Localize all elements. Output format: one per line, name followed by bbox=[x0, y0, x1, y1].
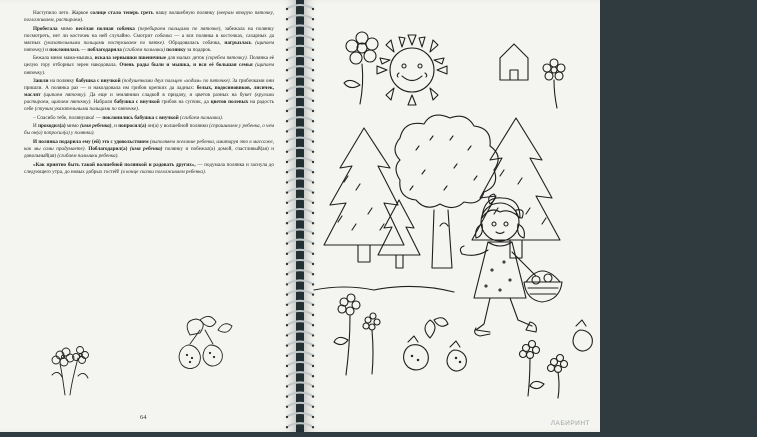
binding-hole bbox=[312, 151, 314, 153]
coloring-illustration bbox=[304, 0, 600, 432]
binding-hole bbox=[286, 191, 288, 193]
binding-hole bbox=[312, 130, 314, 132]
leafy-tree-icon bbox=[395, 115, 498, 268]
binding-hole bbox=[312, 18, 314, 20]
binding-hole bbox=[286, 59, 288, 61]
text-run: И полянка подарила ему (ей) это с удовольствием bbox=[33, 138, 149, 145]
text-run: собачка bbox=[154, 32, 172, 39]
binding-hole bbox=[286, 49, 288, 51]
grass-line bbox=[314, 286, 454, 292]
left-page bbox=[0, 0, 296, 432]
sun-icon bbox=[377, 35, 447, 105]
strawberries-bottom-icon bbox=[404, 318, 467, 371]
text-run: за подарок. bbox=[185, 46, 212, 53]
story-paragraph bbox=[24, 55, 274, 76]
binding-hole bbox=[286, 222, 288, 224]
binding-hole bbox=[312, 344, 314, 346]
flower-cluster-bottom-right-icon bbox=[520, 341, 568, 399]
text-run: (имя ребенка) bbox=[129, 146, 163, 153]
text-run: Бежала мимо мама-мышка, bbox=[33, 55, 95, 62]
text-run: (спрашиваем у ребенка, о чем бы он(а) попросил(а) у полянки). bbox=[24, 123, 275, 137]
flower-cluster-left-icon bbox=[52, 347, 89, 396]
text-run: белых, подосиновиков, лисичек, маслят bbox=[24, 85, 274, 99]
strawberry-bottom-right-icon bbox=[573, 320, 592, 351]
text-run: на полянку bbox=[48, 78, 76, 85]
binding-hole bbox=[312, 385, 314, 387]
binding-hole bbox=[312, 222, 314, 224]
fir-tree-right-icon bbox=[472, 118, 560, 258]
right-page bbox=[304, 0, 757, 432]
binding-hole bbox=[286, 324, 288, 326]
watermark-logo: ЛАБИРИНТ bbox=[550, 420, 590, 427]
text-run: полянку и побежал(а) домой, счастливый(ая) и довольный(ая) bbox=[24, 146, 274, 160]
binding-hole bbox=[312, 416, 314, 418]
page-number-right: 65 bbox=[750, 414, 757, 421]
flower-top-right-icon bbox=[543, 59, 565, 108]
text-run: цветов полевых bbox=[210, 99, 249, 106]
binding-hole bbox=[312, 283, 314, 285]
text-run: поклонилась bbox=[49, 46, 80, 53]
binding-hole bbox=[286, 304, 288, 306]
binding-hole bbox=[286, 171, 288, 173]
binding-hole bbox=[286, 18, 288, 20]
binding-hole bbox=[312, 120, 314, 122]
binding-hole bbox=[286, 355, 288, 357]
binding-hole bbox=[312, 273, 314, 275]
story-paragraph bbox=[24, 78, 274, 113]
binding-hole bbox=[312, 324, 314, 326]
binding-hole bbox=[286, 314, 288, 316]
text-run: бабушка с внучкой bbox=[114, 99, 160, 106]
binding-hole bbox=[286, 263, 288, 265]
text-run: поклонились бабушка с внучкой bbox=[102, 114, 179, 121]
text-run: Обрадовалась собачка, bbox=[164, 39, 225, 46]
story-paragraph bbox=[24, 115, 274, 122]
binding-hole bbox=[312, 28, 314, 30]
text-run: солнце стало теперь греть bbox=[90, 10, 154, 16]
binding-hole bbox=[312, 406, 314, 408]
binding-hole bbox=[286, 344, 288, 346]
text-run: и bbox=[43, 46, 50, 53]
text-run: «Как приятно быть такой волшебной полянкой и радовать других», bbox=[33, 161, 198, 168]
text-run: искала зернышки пшеничные bbox=[94, 55, 166, 62]
binding-hole bbox=[286, 120, 288, 122]
binding-hole bbox=[312, 365, 314, 367]
binding-hole bbox=[286, 110, 288, 112]
binding-hole bbox=[286, 8, 288, 10]
text-run: Зашли bbox=[33, 78, 49, 85]
binding-hole bbox=[286, 212, 288, 214]
binding-hole bbox=[286, 416, 288, 418]
text-run: – Спасибо тебе, полянушка! — bbox=[33, 114, 103, 121]
text-run: Полянка её целую гору отборных зерен накодовала. bbox=[24, 55, 275, 69]
binding-hole bbox=[286, 426, 288, 428]
binding-hole bbox=[312, 140, 314, 142]
binding-hole bbox=[286, 385, 288, 387]
binding-hole bbox=[286, 242, 288, 244]
binding-hole bbox=[312, 100, 314, 102]
text-run: (перебираем пальцами по пяточке) bbox=[138, 25, 221, 32]
text-run: (скребем пяточку). bbox=[205, 55, 248, 62]
binding-hole bbox=[312, 253, 314, 255]
binding-hole bbox=[286, 130, 288, 132]
binding-hole bbox=[312, 426, 314, 428]
binding-hole bbox=[286, 293, 288, 295]
story-paragraph bbox=[24, 123, 274, 137]
binding-hole bbox=[312, 171, 314, 173]
binding-hole bbox=[312, 89, 314, 91]
text-run: Поблагодарил(а) bbox=[88, 146, 128, 153]
binding-hole bbox=[286, 283, 288, 285]
binding-hole bbox=[312, 110, 314, 112]
text-run: (стучим указательными пальцами по пяточке). bbox=[34, 106, 140, 113]
binding-hole bbox=[312, 242, 314, 244]
left-page-doodles bbox=[0, 300, 296, 410]
text-run: весёлая полная собачка bbox=[75, 25, 135, 32]
story-paragraph bbox=[24, 139, 274, 160]
text-run: (щипаем пяточку). bbox=[24, 62, 275, 76]
text-run: (кругами растираем, щипаем пяточку). bbox=[24, 92, 274, 106]
binding-hole bbox=[286, 28, 288, 30]
binding-hole bbox=[286, 69, 288, 71]
text-run: на радость себе bbox=[24, 99, 274, 113]
binding-hole bbox=[312, 191, 314, 193]
binding-hole bbox=[312, 181, 314, 183]
flower-cluster-bottom-left-icon bbox=[334, 294, 380, 375]
text-run: (веерам вторую пяточку, поглаживаем, растираем). bbox=[24, 10, 274, 24]
text-run: (подушечками двух пальцев «ходим» по пяточке). bbox=[122, 78, 231, 85]
house-small-icon bbox=[500, 44, 528, 80]
text-run: (в конце сказки поглаживаем ребенка). bbox=[120, 168, 206, 175]
text-run: (выполняем желание ребенка, имитируя это в массаже, как мы сами придумаете). bbox=[24, 138, 275, 153]
binding-hole bbox=[312, 395, 314, 397]
text-run: он(а) у волшебной полянки bbox=[146, 123, 210, 130]
strawberry-plant-icon bbox=[179, 316, 232, 368]
binding-hole bbox=[286, 273, 288, 275]
binding-hole bbox=[312, 314, 314, 316]
binding-hole bbox=[286, 79, 288, 81]
fir-tree-left-icon bbox=[324, 128, 404, 262]
binding-hole bbox=[312, 355, 314, 357]
binding-hole bbox=[312, 232, 314, 234]
text-run: (щипаем пяточку). bbox=[43, 92, 87, 99]
binding-hole bbox=[312, 293, 314, 295]
text-run: (сгибаем пальчики ребенка). bbox=[57, 153, 119, 160]
binding-hole bbox=[312, 375, 314, 377]
binding-hole bbox=[312, 59, 314, 61]
story-paragraph bbox=[24, 26, 274, 54]
text-run: (сгибаем пальчики) bbox=[123, 46, 165, 53]
text-run: За грибочками они пришли. А полянка раз — и наколдовала им грибов крепких да ладных: bbox=[24, 78, 274, 92]
text-run: (щипаем пяточку) bbox=[24, 39, 274, 53]
binding-hole bbox=[286, 161, 288, 163]
text-run: Очень рады были и мышка, и вся её большая семья bbox=[119, 62, 253, 69]
text-run: нашу волшебную полянку bbox=[153, 10, 217, 16]
binding-hole bbox=[286, 140, 288, 142]
binding-hole bbox=[286, 151, 288, 153]
binding-hole bbox=[312, 202, 314, 204]
binding-hole bbox=[286, 202, 288, 204]
binding-hole bbox=[286, 89, 288, 91]
binding-hole bbox=[312, 79, 314, 81]
text-run: Наступило лето. Жаркое bbox=[33, 10, 91, 16]
binding-hole bbox=[312, 263, 314, 265]
text-run: поблагодарила bbox=[87, 46, 122, 53]
binding-hole bbox=[312, 304, 314, 306]
binding-hole bbox=[286, 232, 288, 234]
binding-hole bbox=[312, 49, 314, 51]
binding-hole bbox=[286, 406, 288, 408]
text-run: И bbox=[33, 123, 39, 130]
text-run: полянку bbox=[166, 46, 186, 53]
text-run: мимо bbox=[57, 25, 76, 32]
text-run: , забежала на полянку посмотреть, нет ли косточек на ней случайно. Смотрит bbox=[24, 25, 274, 39]
text-run: — подумала полянка и заснула до следующего утра, до новых добрых гостей! bbox=[24, 161, 274, 175]
binding-hole bbox=[286, 375, 288, 377]
text-run: (сгибаем пальчики). bbox=[180, 114, 223, 121]
binding-hole bbox=[286, 253, 288, 255]
text-run: , и bbox=[111, 123, 119, 130]
story-paragraph bbox=[24, 10, 274, 24]
binding-hole bbox=[312, 8, 314, 10]
text-run: Пробегала bbox=[33, 25, 58, 32]
text-run: проходил(а) bbox=[38, 123, 66, 130]
binding-hole bbox=[286, 365, 288, 367]
text-run: — bbox=[79, 46, 88, 53]
text-run: (указательными пальцами постукиваем по пятке). bbox=[44, 39, 165, 46]
text-run: нагрызлась bbox=[224, 39, 252, 46]
binding-hole bbox=[312, 212, 314, 214]
story-paragraph bbox=[24, 162, 274, 176]
text-run: для малых деток bbox=[166, 55, 206, 62]
binding-hole bbox=[286, 395, 288, 397]
binding-hole bbox=[286, 38, 288, 40]
story-text bbox=[24, 10, 274, 177]
binding-hole bbox=[286, 334, 288, 336]
binding-hole bbox=[312, 161, 314, 163]
text-run: грибов на супчик, да bbox=[159, 99, 211, 106]
binding-hole bbox=[312, 38, 314, 40]
binding-hole bbox=[312, 334, 314, 336]
text-run: — а вся полянка в косточках, сахарных да мясных bbox=[24, 32, 274, 46]
text-run: (имя ребенка) bbox=[80, 123, 112, 130]
text-run: попросил(а) bbox=[118, 123, 147, 130]
spiral-binding bbox=[284, 0, 316, 432]
flower-top-left-icon bbox=[344, 32, 378, 104]
text-run: мимо bbox=[65, 123, 81, 130]
binding-hole bbox=[286, 100, 288, 102]
text-run: Набрали bbox=[91, 99, 115, 106]
text-run: бабушка с внучкой bbox=[75, 78, 121, 85]
binding-hole bbox=[312, 69, 314, 71]
page-number-left: 64 bbox=[140, 414, 147, 421]
text-run: Да еще и земляники сладкой в придачу, и цветов разных на букет bbox=[86, 92, 255, 99]
binding-hole bbox=[286, 181, 288, 183]
